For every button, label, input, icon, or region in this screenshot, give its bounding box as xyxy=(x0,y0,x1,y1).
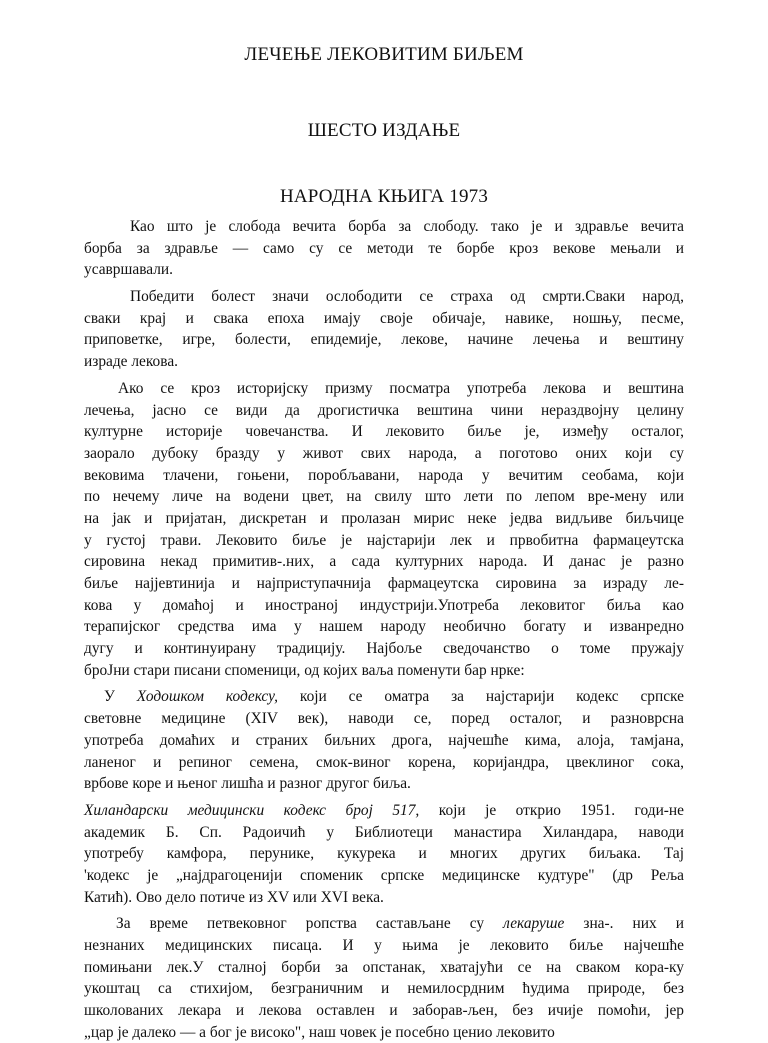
body-text xyxy=(84,216,684,1043)
text-line: вековима тлачени, гоњени, поробљавани, народа у вечитим сеобама, који xyxy=(84,466,684,484)
text-line: За време петвековног ропства састављане су лекаруше зна-. них и xyxy=(116,915,684,933)
text-line: Ако се кроз историјску призму посматра употреба лекова и вештина xyxy=(118,379,684,397)
paragraph xyxy=(84,378,684,682)
text-line: броЈни стари писани споменици, од којих ваља поменути бар нрке: xyxy=(84,661,525,679)
text-line: дугу и континуирану традицију. Најбоље сведочанство о томе пружају xyxy=(84,640,684,658)
book-title: ЛЕЧЕЊЕ ЛЕКОВИТИМ БИЉЕМ xyxy=(244,44,524,65)
text-line: укоштац са стихијом, безграничним и немилосрдним ћудима природе, без xyxy=(84,980,684,998)
text-line: лечења, јасно се види да дрогистичка вештина чини нераздвојну целину xyxy=(84,401,684,419)
text-line: усавршавали. xyxy=(84,261,173,279)
text-line: школованих лекара и лекова оставлен и заборав-љен, без ичије помоћи, јер xyxy=(84,1002,684,1020)
text-line: биље најјевтинија и најприступачнија фармацеутска сировина за израду ле- xyxy=(84,575,684,592)
text-line: помињани лек.У сталној борби за опстанак, хватајући се на сваком кора-ку xyxy=(84,958,684,976)
paragraph xyxy=(84,286,684,373)
text-line: израде лекова. xyxy=(84,353,178,371)
text-line: 'кодекс је „најдрагоценији споменик српске медицинске кудтуре" (др Реља xyxy=(84,866,684,884)
text-line: у густој трави. Лековито биље је најстарији лек и првобитна фармацеутска xyxy=(84,531,684,549)
text-line: на јак и пријатан, дискретан и пролазан мирис неке једва видљиве биљчице xyxy=(84,509,684,527)
text-line: сировина некад примитив-.них, а сада културних народа. И данас је разно xyxy=(84,553,684,571)
text-line: незнаних медицинских писаца. И у њима је лековито биље најчешће xyxy=(84,937,684,954)
publisher-heading: НАРОДНА КЊИГА 1973 xyxy=(279,186,489,207)
paragraph xyxy=(84,686,684,794)
text-line: академик Б. Сп. Радоичић у Библиотеци манастира Хиландара, наводи xyxy=(84,823,684,841)
text-line: сваки крај и свака епоха имају своје обичаје, навике, ношњу, песме, xyxy=(84,309,684,327)
paragraph xyxy=(84,800,684,908)
text-line: световне медицине (XIV век), наводи се, поред осталог, и разноврсна xyxy=(84,710,684,728)
text-line: употребу камфора, перунике, кукурека и многих других биљака. Тај xyxy=(84,845,684,863)
text-line: приповетке, игре, болести, епидемије, лекове, начине лечења и вештину xyxy=(84,331,684,349)
text-line: употреба домаћих и страних биљних дрога, најчешће кима, алоја, тамјана, xyxy=(84,731,684,749)
text-line: Као што је слобода вечита борба за слободу. тако је и здравље вечита xyxy=(130,218,684,235)
text-line: кова у домаћој и иностраној индустрији.Употреба лековитог биља као xyxy=(84,596,684,614)
text-line: терапијског средства има у нашем народу необично богату и изванредно xyxy=(84,618,684,636)
paragraph xyxy=(84,216,684,281)
text-line: Хиландарски медицински кодекс број 517, који је открио 1951. годи-не xyxy=(84,801,684,819)
text-line: заорало дубоку бразду у живот свих народа, а поготово оних који су xyxy=(84,444,684,462)
text-line: „цар је далеко — а бог је високо", наш човек је посебно ценио лековито xyxy=(84,1023,555,1041)
text-line: борба за здравље — само су се методи те борбе кроз векове мењали и xyxy=(84,239,684,257)
text-line: ланеног и репиног семена, смок-виног корена, коријандра, цвеклиног сока, xyxy=(84,753,684,771)
text-line: Победити болест значи ослободити се страха од смрти.Сваки народ, xyxy=(130,288,684,306)
text-line: врбове коре и њеног лишћа и разног другог биља. xyxy=(84,775,411,793)
edition-heading: ШЕСТО ИЗДАЊЕ xyxy=(307,120,461,141)
text-line: по нечему личе на водени цвет, на свилу што лети по лепом вре-мену или xyxy=(84,488,684,506)
text-line: У Ходошком кодексу, који се оматра за најстарији кодекс српске xyxy=(104,688,684,706)
text-line: Катић). Ово дело потиче из XV или XVI века. xyxy=(84,888,384,906)
text-line: културне историје човечанства. И лековито биље је, између осталог, xyxy=(84,423,684,441)
